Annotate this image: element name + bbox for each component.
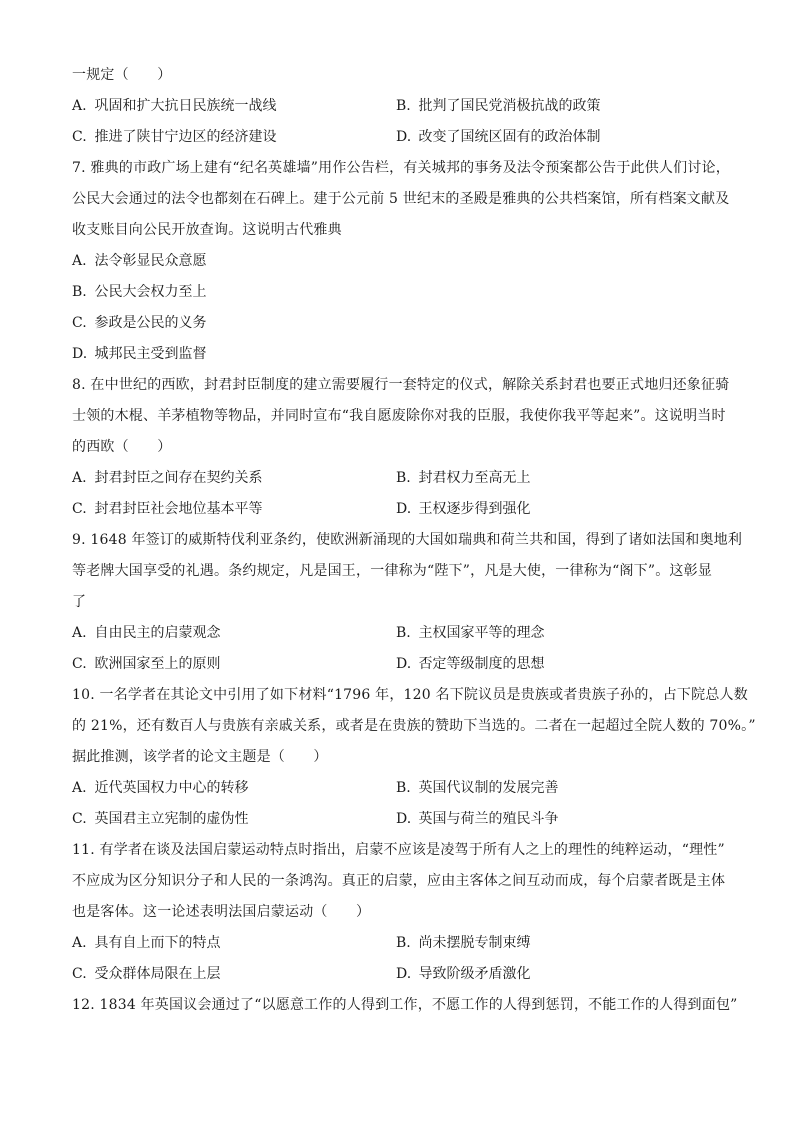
option-label: B. — [396, 780, 411, 796]
option-text: 封君封臣之间存在契约关系 — [94, 470, 263, 486]
option-label: B. — [396, 470, 411, 486]
option-text: 受众群体局限在上层 — [94, 966, 221, 982]
question-7-stem-line: 7. 雅典的市政广场上建有“纪名英雄墙”用作公告栏，有关城邦的事务及法令预案都公告于此供人们讨论， — [72, 160, 730, 176]
option-label: A. — [72, 98, 87, 114]
option-label: C. — [72, 656, 87, 672]
question-7-option-b[interactable] — [72, 277, 722, 308]
option-text: 改变了国统区固有的政治体制 — [418, 129, 601, 145]
option-text: 自由民主的启蒙观念 — [94, 625, 221, 641]
option-label: B. — [72, 284, 87, 300]
option-label: B. — [396, 625, 411, 641]
question-7-stem-line: 公民大会通过的法令也都刻在石碑上。建于公元前 5 世纪末的圣殿是雅典的公共档案馆，所有档案文献及 — [72, 191, 730, 207]
option-label: D. — [72, 346, 88, 362]
option-text: 尚未摆脱专制束缚 — [418, 935, 531, 951]
option-label: D. — [396, 966, 412, 982]
question-9-stem-line: 9. 1648 年签订的威斯特伐利亚条约，使欧洲新涌现的大国如瑞典和荷兰共和国，得到了诸如法国和奥地利 — [72, 532, 743, 548]
option-a[interactable] — [72, 91, 396, 122]
option-text: 英国与荷兰的殖民斗争 — [418, 811, 559, 827]
option-label: B. — [396, 98, 411, 114]
question-9-stem-line: 了 — [72, 594, 87, 610]
question-7-option-c[interactable] — [72, 308, 722, 339]
option-text: 公民大会权力至上 — [94, 284, 207, 300]
option-c[interactable] — [72, 649, 396, 680]
option-label: A. — [72, 470, 87, 486]
question-9-stem-line: 等老牌大国享受的礼遇。条约规定，凡是国王，一律称为“陛下”，凡是大使，一律称为“阁下”。这彰显 — [72, 563, 713, 579]
option-text: 巩固和扩大抗日民族统一战线 — [94, 98, 277, 114]
option-c[interactable] — [72, 122, 396, 153]
option-d[interactable] — [396, 804, 558, 835]
option-label: C. — [72, 501, 87, 517]
option-label: D. — [396, 501, 412, 517]
option-a[interactable] — [72, 773, 396, 804]
option-b[interactable] — [396, 91, 600, 122]
option-c[interactable] — [72, 494, 396, 525]
question-10-stem-line: 的 21%，还有数百人与贵族有亲戚关系，或者是在贵族的赞助下当选的。二者在一起超过全院人数的 70%。” — [72, 718, 756, 734]
question-6-options-row-1 — [72, 91, 722, 122]
question-7-option-a[interactable] — [72, 246, 722, 277]
question-10-options-row-1 — [72, 773, 722, 804]
option-a[interactable] — [72, 928, 396, 959]
option-text: 具有自上而下的特点 — [94, 935, 221, 951]
option-b[interactable] — [396, 618, 544, 649]
question-10-options-row-2 — [72, 804, 722, 835]
option-label: A. — [72, 253, 87, 269]
question-8-stem-line: 8. 在中世纪的西欧，封君封臣制度的建立需要履行一套特定的仪式，解除关系封君也要正式地归还象征骑 — [72, 377, 730, 393]
question-8-options-row-2 — [72, 494, 722, 525]
question-8-stem-line: 士领的木棍、羊茅植物等物品，并同时宣布“我自愿废除你对我的臣服，我使你我平等起来”。这说明当时 — [72, 408, 726, 424]
option-label: C. — [72, 129, 87, 145]
question-7-option-d[interactable] — [72, 339, 722, 370]
option-c[interactable] — [72, 959, 396, 990]
option-a[interactable] — [72, 618, 396, 649]
option-label: A. — [72, 935, 87, 951]
option-b[interactable] — [396, 773, 558, 804]
question-12-stem-line: 12. 1834 年英国议会通过了“以愿意工作的人得到工作，不愿工作的人得到惩罚，不能工作的人得到面包” — [72, 997, 738, 1013]
option-d[interactable] — [396, 122, 600, 153]
question-6-options-row-2 — [72, 122, 722, 153]
question-11-stem-line: 11. 有学者在谈及法国启蒙运动特点时指出，启蒙不应该是凌驾于所有人之上的理性的纯粹运动，“理性” — [72, 842, 725, 858]
option-text: 封君权力至高无上 — [418, 470, 531, 486]
question-11-options-row-1 — [72, 928, 722, 959]
option-text: 推进了陕甘宁边区的经济建设 — [94, 129, 277, 145]
question-9-options-row-2 — [72, 649, 722, 680]
option-label: B. — [396, 935, 411, 951]
option-b[interactable] — [396, 928, 530, 959]
option-text: 英国君主立宪制的虚伪性 — [94, 811, 249, 827]
option-text: 近代英国权力中心的转移 — [94, 780, 249, 796]
option-text: 封君封臣社会地位基本平等 — [94, 501, 263, 517]
question-8-stem-line: 的西欧（ ） — [72, 439, 172, 455]
option-text: 法令彰显民众意愿 — [94, 253, 207, 269]
question-7-stem-line: 收支账目向公民开放查询。这说明古代雅典 — [72, 222, 342, 238]
option-text: 批判了国民党消极抗战的政策 — [418, 98, 601, 114]
option-d[interactable] — [396, 494, 530, 525]
option-b[interactable] — [396, 463, 530, 494]
question-11-stem-line: 也是客体。这一论述表明法国启蒙运动（ ） — [72, 904, 371, 920]
option-text: 导致阶级矛盾激化 — [418, 966, 531, 982]
option-label: A. — [72, 780, 87, 796]
option-d[interactable] — [396, 649, 544, 680]
option-a[interactable] — [72, 463, 396, 494]
option-c[interactable] — [72, 804, 396, 835]
option-text: 参政是公民的义务 — [94, 315, 207, 331]
question-10-stem-line: 10. 一名学者在其论文中引用了如下材料“1796 年，120 名下院议员是贵族或者贵族子孙的，占下院总人数 — [72, 687, 748, 703]
option-text: 城邦民主受到监督 — [94, 346, 207, 362]
question-11-stem-line: 不应成为区分知识分子和人民的一条鸿沟。真正的启蒙，应由主客体之间互动而成，每个启蒙者既是主体 — [72, 873, 726, 889]
exam-page — [72, 60, 756, 1021]
option-text: 主权国家平等的理念 — [418, 625, 545, 641]
option-label: C. — [72, 811, 87, 827]
option-label: C. — [72, 315, 87, 331]
question-11-options-row-2 — [72, 959, 722, 990]
option-label: A. — [72, 625, 87, 641]
option-label: D. — [396, 129, 412, 145]
option-label: C. — [72, 966, 87, 982]
question-6-tail: 一规定（ ） — [72, 67, 172, 83]
question-9-options-row-1 — [72, 618, 722, 649]
option-text: 否定等级制度的思想 — [418, 656, 545, 672]
option-text: 王权逐步得到强化 — [418, 501, 531, 517]
option-text: 欧洲国家至上的原则 — [94, 656, 221, 672]
question-8-options-row-1 — [72, 463, 722, 494]
option-text: 英国代议制的发展完善 — [418, 780, 559, 796]
question-10-stem-line: 据此推测，该学者的论文主题是（ ） — [72, 749, 328, 765]
option-d[interactable] — [396, 959, 530, 990]
option-label: D. — [396, 656, 412, 672]
option-label: D. — [396, 811, 412, 827]
